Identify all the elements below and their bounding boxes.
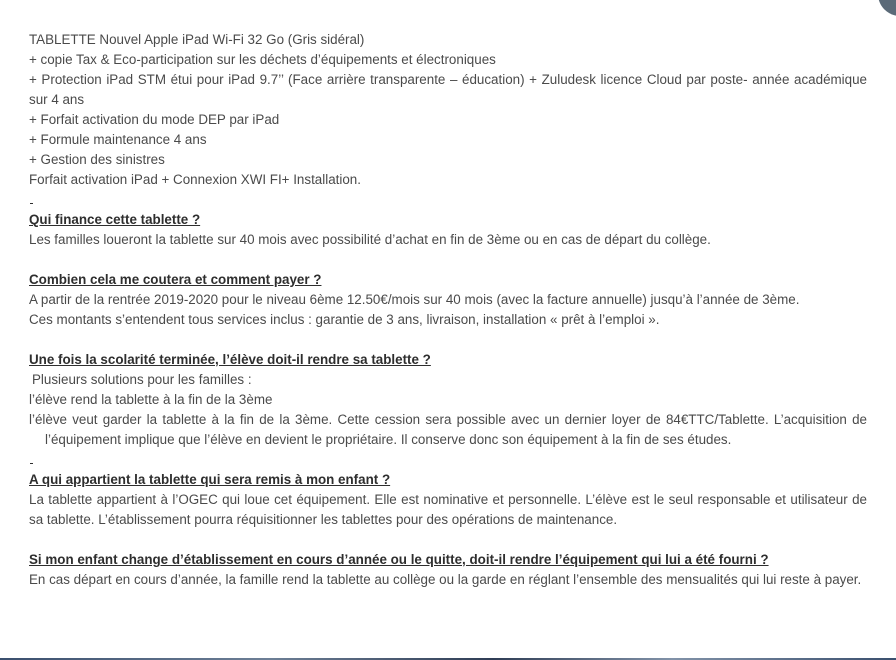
faq-section-ownership xyxy=(29,470,867,530)
section-divider xyxy=(29,450,867,470)
faq-answer: A partir de la rentrée 2019-2020 pour le niveau 6ème 12.50€/mois sur 40 mois (avec la facture annuelle) jusqu’à l’année de 3ème. xyxy=(29,292,800,307)
document-body xyxy=(29,30,867,590)
faq-answer: En cas départ en cours d’année, la famille rend la tablette au collège ou la garde en réglant l’ensemble des mensualités qui lui reste à payer. xyxy=(29,572,862,587)
faq-question: Qui finance cette tablette ? xyxy=(29,212,201,227)
faq-section-school-change xyxy=(29,550,867,590)
faq-question: Si mon enfant change d’établissement en cours d’année ou le quitte, doit-il rendre l’équipement qui lui a été fourni ? xyxy=(29,552,769,567)
section-divider xyxy=(29,530,867,550)
faq-answer: Les familles loueront la tablette sur 40 mois avec possibilité d’achat en fin de 3ème ou en cas de départ du collège. xyxy=(29,232,711,247)
faq-answer-option: l’élève rend la tablette à la fin de la 3ème xyxy=(29,392,273,407)
corner-badge xyxy=(878,0,896,16)
faq-answer: Plusieurs solutions pour les familles : xyxy=(32,372,252,387)
faq-answer: La tablette appartient à l’OGEC qui loue cet équipement. Elle est nominative et personnelle. L’élève est le seul responsable et utilisateur de sa tablette. L’établissement pourra réquisitionner les tablettes pour des opérations de maintenance. xyxy=(29,492,867,527)
faq-section-cost xyxy=(29,270,867,330)
faq-answer: Ces montants s’entendent tous services inclus : garantie de 3 ans, livraison, installation « prêt à l’emploi ». xyxy=(29,312,660,327)
faq-answer-option: l’élève veut garder la tablette à la fin de la 3ème. Cette cession sera possible avec un dernier loyer de 84€TTC/Tablette. L’acquisition de l’équipement implique que l’élève en devient le propriétaire. Il conserve donc son équipement à la fin de ses études. xyxy=(29,412,867,447)
section-divider xyxy=(29,250,867,270)
faq-question: Combien cela me coutera et comment payer ? xyxy=(29,272,322,287)
faq-section-financing xyxy=(29,210,867,250)
section-divider xyxy=(29,190,867,210)
product-item: Forfait activation iPad + Connexion XWI FI+ Installation. xyxy=(29,172,361,187)
product-item: + Forfait activation du mode DEP par iPad xyxy=(29,112,280,127)
section-divider xyxy=(29,330,867,350)
product-description xyxy=(29,30,867,190)
product-item: + Gestion des sinistres xyxy=(29,152,165,167)
product-item: + copie Tax & Eco-participation sur les déchets d’équipements et électroniques xyxy=(29,52,496,67)
faq-question: Une fois la scolarité terminée, l’élève doit-il rendre sa tablette ? xyxy=(29,352,431,367)
product-item: + Formule maintenance 4 ans xyxy=(29,132,207,147)
faq-section-end-of-schooling xyxy=(29,350,867,450)
product-title: TABLETTE Nouvel Apple iPad Wi-Fi 32 Go (Gris sidéral) xyxy=(29,32,365,47)
product-item: + Protection iPad STM étui pour iPad 9.7’’ (Face arrière transparente – éducation) + Zuludesk licence Cloud par poste- année académique sur 4 ans xyxy=(29,72,867,107)
faq-question: A qui appartient la tablette qui sera remis à mon enfant ? xyxy=(29,472,391,487)
